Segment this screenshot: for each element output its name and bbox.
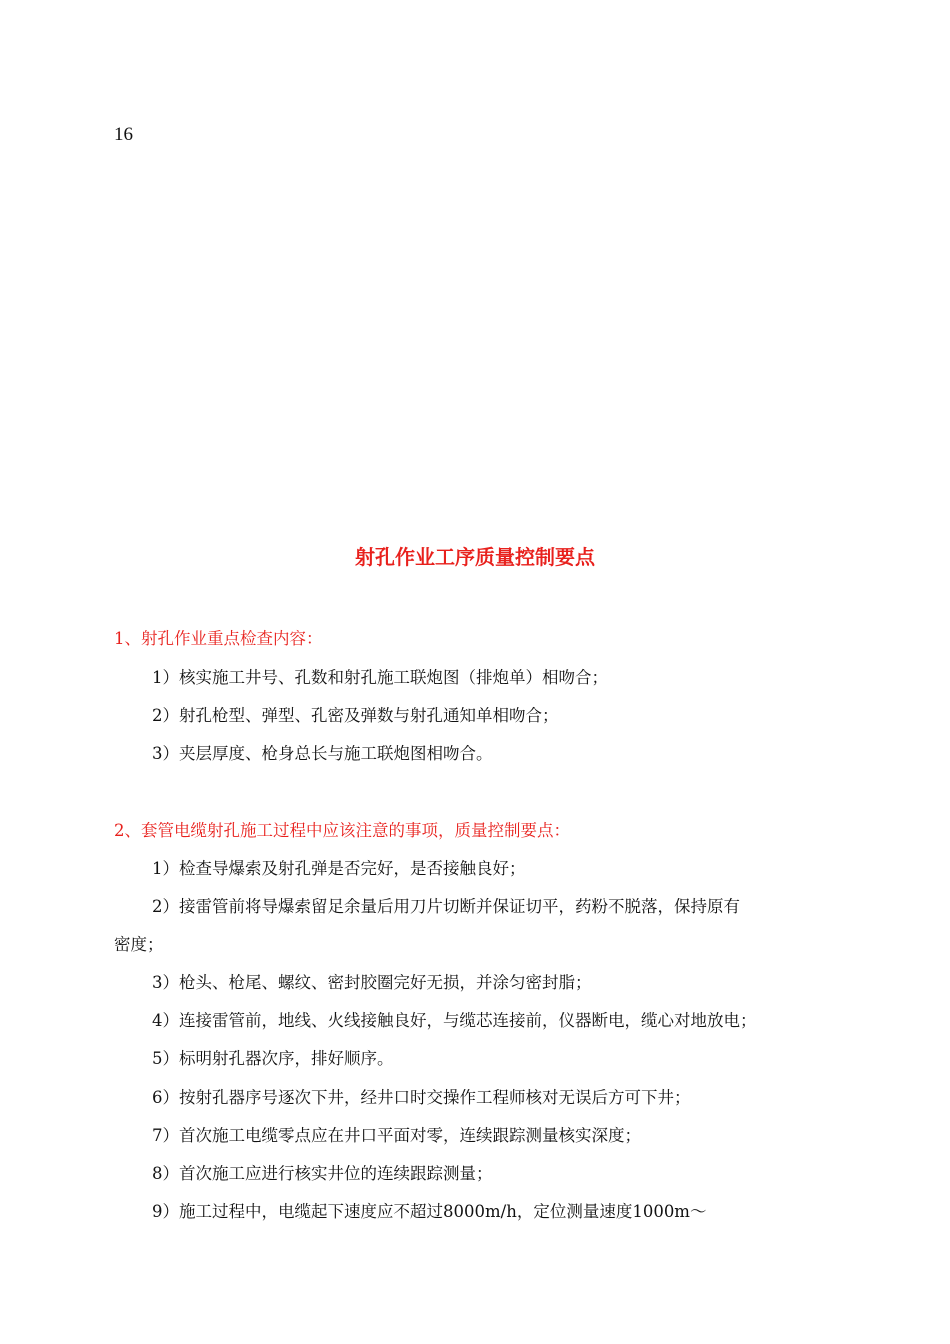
section-2-item-8: 8）首次施工应进行核实井位的连续跟踪测量； (152, 1164, 493, 1183)
page-title: 射孔作业工序质量控制要点 (355, 545, 595, 569)
section-2-heading: 2、套管电缆射孔施工过程中应该注意的事项，质量控制要点： (114, 821, 570, 840)
section-1-item-3: 3）夹层厚度、枪身总长与施工联炮图相吻合。 (152, 744, 493, 763)
section-1-item-1: 1）核实施工井号、孔数和射孔施工联炮图（排炮单）相吻合； (152, 668, 608, 687)
section-2-item-6: 6）按射孔器序号逐次下井，经井口时交操作工程师核对无误后方可下井； (152, 1088, 691, 1107)
section-1-heading: 1、射孔作业重点检查内容： (114, 629, 323, 648)
section-1-item-2: 2）射孔枪型、弹型、孔密及弹数与射孔通知单相吻合； (152, 706, 559, 725)
section-2-item-7: 7）首次施工电缆零点应在井口平面对零，连续跟踪测量核实深度； (152, 1126, 641, 1145)
section-2-item-9: 9）施工过程中，电缆起下速度应不超过8000m/h，定位测量速度1000m～ (152, 1202, 707, 1221)
section-2-item-3: 3）枪头、枪尾、螺纹、密封胶圈完好无损，并涂匀密封脂； (152, 973, 592, 992)
section-2-item-2: 2）接雷管前将导爆索留足余量后用刀片切断并保证切平，药粉不脱落，保持原有 (152, 897, 740, 916)
page-number: 16 (114, 124, 133, 145)
section-2-item-5: 5）标明射孔器次序，排好顺序。 (152, 1049, 394, 1068)
section-2-item-2-continuation: 密度； (114, 935, 164, 954)
section-2-item-1: 1）检查导爆索及射孔弹是否完好，是否接触良好； (152, 859, 526, 878)
section-2-item-4: 4）连接雷管前，地线、火线接触良好，与缆芯连接前，仪器断电，缆心对地放电； (152, 1011, 757, 1030)
